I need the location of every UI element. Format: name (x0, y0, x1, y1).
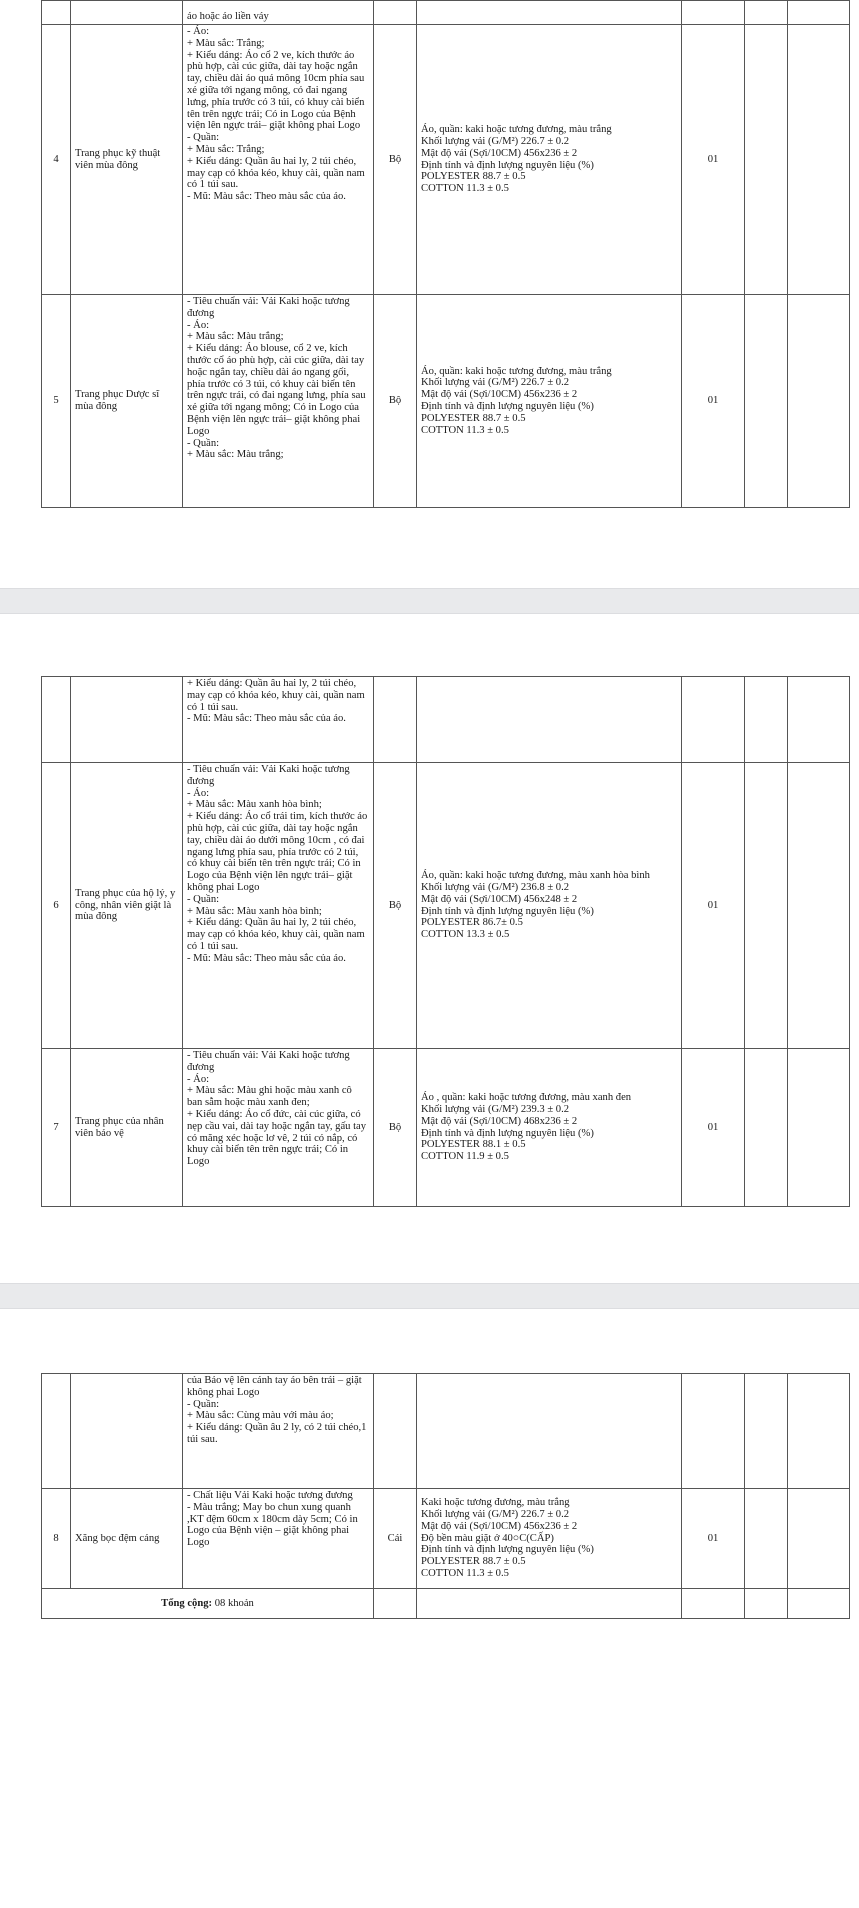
item-technical-specs: Áo , quần: kaki hoặc tương đương, màu xanh đen Khối lượng vải (G/M²) 239.3 ± 0.2 Mật độ vải (Sợi/10CM) 468x236 ± 2 Định tính và định lượng nguyên liệu (%) POLYESTER 88.1 ± 0.5 COTTON 11.9 ± 0.5 (417, 1049, 682, 1207)
item-unit: Cái (374, 1489, 417, 1589)
total-value: 08 khoản (214, 1597, 254, 1609)
row-number: 4 (42, 25, 71, 295)
total-label: Tổng cộng: (161, 1597, 213, 1609)
row-number: 8 (42, 1489, 71, 1589)
item-technical-specs: Áo, quần: kaki hoặc tương đương, màu trắng Khối lượng vải (G/M²) 226.7 ± 0.2 Mật độ vải (Sợi/10CM) 456x236 ± 2 Định tính và định lượng nguyên liệu (%) POLYESTER 88.7 ± 0.5 COTTON 11.3 ± 0.5 (417, 25, 682, 295)
item-technical-specs: Áo, quần: kaki hoặc tương đương, màu xanh hòa bình Khối lượng vải (G/M²) 236.8 ± 0.2 Mật độ vải (Sợi/10CM) 456x248 ± 2 Định tính và định lượng nguyên liệu (%) POLYESTER 86.7± 0.5 COTTON 13.3 ± 0.5 (417, 763, 682, 1049)
empty-cell (417, 1589, 682, 1619)
table-row (42, 1049, 850, 1207)
empty-cell (745, 1589, 788, 1619)
item-name: Trang phục của hộ lý, y công, nhân viên giặt là mùa đông (71, 763, 183, 1049)
empty-cell (745, 1049, 788, 1207)
item-requirements: - Áo: + Màu sắc: Trắng; + Kiểu dáng: Áo cổ 2 ve, kích thước áo phù hợp, cài cúc giữa, dài tay hoặc ngắn tay, chiều dài áo quá mông 10cm phía sau xẻ giữa tới ngang mông, có đai ngang lưng, phía trước có 3 túi, có khuy cài biển tên trên ngực trái; Có in Logo của Bệnh viện lên ngực trái– giặt không phai Logo - Quần: + Màu sắc: Trắng; + Kiểu dáng: Quần âu hai ly, 2 túi chéo, may cạp có khóa kéo, khuy cài, quần nam có 1 túi sau. - Mũ: Màu sắc: Theo màu sắc của áo. (183, 25, 374, 295)
total-row (42, 1589, 850, 1619)
empty-cell (745, 763, 788, 1049)
item-quantity: 01 (682, 295, 745, 508)
item-requirements: - Chất liệu Vải Kaki hoặc tương đương - Màu trắng; May bo chun xung quanh ,KT đệm 60cm x 180cm dày 5cm; Có in Logo của Bệnh viện – giặt không phai Logo (183, 1489, 374, 1589)
item-quantity: 01 (682, 25, 745, 295)
continuation-row (42, 1374, 850, 1489)
continuation-text: của Bảo vệ lên cánh tay áo bên trái – giặt không phai Logo - Quần: + Màu sắc: Cùng màu với màu áo; + Kiểu dáng: Quần âu 2 ly, có 2 túi chéo,1 túi sau. (183, 1374, 374, 1489)
row-number: 6 (42, 763, 71, 1049)
table-row (42, 25, 850, 295)
item-requirements: - Tiêu chuẩn vải: Vải Kaki hoặc tương đương - Áo: + Màu sắc: Màu xanh hòa bình; + Kiểu dáng: Áo cổ trái tim, kích thước áo phù hợp, cài cúc giữa, dài tay hoặc ngắn tay, chiều dài áo dưới mông 10cm , có đai ngang lưng phía sau, phía trước có 2 túi, có khuy cài biển tên trên ngực trái; Có in Logo của Bệnh viện lên ngực trái– giặt không phai Logo - Quần: + Màu sắc: Màu xanh hòa bình; + Kiểu dáng: Quần âu hai ly, 2 túi chéo, may cạp có khóa kéo, khuy cài, quần nam có 1 túi sau. - Mũ: Màu sắc: Theo màu sắc của áo. (183, 763, 374, 1049)
item-technical-specs: Kaki hoặc tương đương, màu trắng Khối lượng vải (G/M²) 226.7 ± 0.2 Mật độ vải (Sợi/10CM) 456x236 ± 2 Độ bền màu giặt ở 40○C(CẤP) Định tính và định lượng nguyên liệu (%) POLYESTER 88.7 ± 0.5 COTTON 11.3 ± 0.5 (417, 1489, 682, 1589)
table-row (42, 1489, 850, 1589)
continuation-row (42, 677, 850, 763)
top-fragment-text: áo hoặc áo liền váy (183, 1, 374, 25)
item-name: Trang phục Dược sĩ mùa đông (71, 295, 183, 508)
empty-cell (745, 1489, 788, 1589)
item-unit: Bộ (374, 295, 417, 508)
page2-table (41, 676, 850, 1207)
table-row (42, 295, 850, 508)
page1-table (41, 0, 850, 508)
empty-cell (682, 1589, 745, 1619)
item-name: Xăng bọc đệm cáng (71, 1489, 183, 1589)
page3-table (41, 1373, 850, 1619)
empty-cell (788, 1049, 850, 1207)
empty-cell (788, 1489, 850, 1589)
item-name: Trang phục của nhân viên bảo vệ (71, 1049, 183, 1207)
item-requirements: - Tiêu chuẩn vải: Vải Kaki hoặc tương đương - Áo: + Màu sắc: Màu ghi hoặc màu xanh cô ban sẫm hoặc màu xanh đen; + Kiểu dáng: Áo cổ đức, cài cúc giữa, có nẹp cầu vai, dài tay hoặc ngắn tay, gấu tay có măng xéc hoặc lơ vê, 2 túi có nắp, có khuy cài biển tên trên ngực trái; Có in Logo (183, 1049, 374, 1207)
empty-cell (788, 25, 850, 295)
row-number: 5 (42, 295, 71, 508)
item-name: Trang phục kỹ thuật viên mùa đông (71, 25, 183, 295)
empty-cell (745, 295, 788, 508)
total-cell (42, 1589, 374, 1619)
continuation-text: + Kiểu dáng: Quần âu hai ly, 2 túi chéo, may cạp có khóa kéo, khuy cài, quần nam có 1 túi sau. - Mũ: Màu sắc: Theo màu sắc của áo. (183, 677, 374, 763)
item-quantity: 01 (682, 1049, 745, 1207)
item-quantity: 01 (682, 1489, 745, 1589)
top-fragment-row (42, 1, 850, 25)
page-separator-2 (0, 1283, 859, 1309)
row-number: 7 (42, 1049, 71, 1207)
item-technical-specs: Áo, quần: kaki hoặc tương đương, màu trắng Khối lượng vải (G/M²) 226.7 ± 0.2 Mật độ vải (Sợi/10CM) 456x236 ± 2 Định tính và định lượng nguyên liệu (%) POLYESTER 88.7 ± 0.5 COTTON 11.3 ± 0.5 (417, 295, 682, 508)
empty-cell (374, 1589, 417, 1619)
item-requirements: - Tiêu chuẩn vải: Vải Kaki hoặc tương đương - Áo: + Màu sắc: Màu trắng; + Kiểu dáng: Áo blouse, cổ 2 ve, kích thước cổ áo phù hợp, cài cúc giữa, dài tay hoặc ngắn tay, chiều dài áo ngang gối, phía trước có 3 túi, có khuy cài biển tên trên ngực trái, có đai ngang lưng, phía sau xẻ giữa tới ngang mông; Có in Logo của Bệnh viện lên ngực trái– giặt không phai Logo - Quần: + Màu sắc: Màu trắng; (183, 295, 374, 508)
table-row (42, 763, 850, 1049)
empty-cell (788, 295, 850, 508)
empty-cell (788, 1589, 850, 1619)
item-unit: Bộ (374, 25, 417, 295)
item-quantity: 01 (682, 763, 745, 1049)
empty-cell (788, 763, 850, 1049)
page-separator-1 (0, 588, 859, 614)
empty-cell (745, 25, 788, 295)
item-unit: Bộ (374, 1049, 417, 1207)
item-unit: Bộ (374, 763, 417, 1049)
